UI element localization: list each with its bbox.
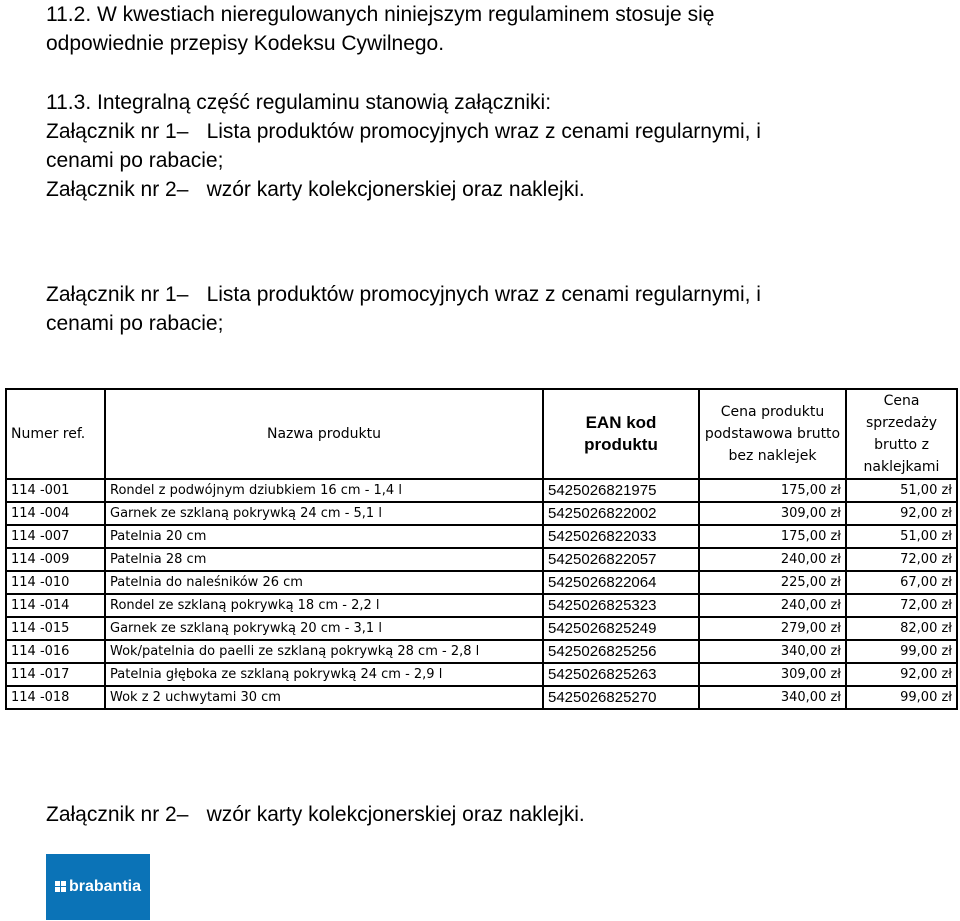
cell-ean: 5425026822057	[543, 548, 699, 571]
annex-1-text: Lista produktów promocyjnych wraz z cenami regularnymi, i	[206, 283, 761, 306]
table-row	[6, 686, 957, 709]
cell-ref: 114 -001	[6, 479, 105, 502]
cell-name: Wok/patelnia do paelli ze szklaną pokrywką 28 cm - 2,8 l	[105, 640, 543, 663]
cell-sale-price: 82,00 zł	[846, 617, 957, 640]
cell-name: Rondel ze szklaną pokrywką 18 cm - 2,2 l	[105, 594, 543, 617]
table-row	[6, 594, 957, 617]
section-11-2	[46, 0, 714, 58]
attachment-2-text: wzór karty kolekcjonerskiej oraz naklejki.	[206, 178, 585, 201]
attachment-1-label: Załącznik nr 1	[46, 120, 177, 143]
annex-1-cont: cenami po rabacie;	[46, 312, 224, 335]
header-sale-price: Cena sprzedaży brutto z naklejkami	[846, 389, 957, 479]
brabantia-logo	[46, 854, 150, 920]
attachment-1-cont: cenami po rabacie;	[46, 149, 224, 172]
table-row	[6, 525, 957, 548]
section-11-2-line2: odpowiednie przepisy Kodeksu Cywilnego.	[46, 32, 445, 55]
cell-ref: 114 -018	[6, 686, 105, 709]
cell-sale-price: 67,00 zł	[846, 571, 957, 594]
attachment-2-label: Załącznik nr 2	[46, 178, 177, 201]
cell-name: Garnek ze szklaną pokrywką 20 cm - 3,1 l	[105, 617, 543, 640]
cell-ref: 114 -010	[6, 571, 105, 594]
cell-name: Garnek ze szklaną pokrywką 24 cm - 5,1 l	[105, 502, 543, 525]
cell-base-price: 175,00 zł	[699, 525, 846, 548]
cell-name: Patelnia 28 cm	[105, 548, 543, 571]
header-name: Nazwa produktu	[105, 389, 543, 479]
cell-name: Patelnia do naleśników 26 cm	[105, 571, 543, 594]
annex-2-heading: Załącznik nr 2– wzór karty kolekcjonerskiej oraz naklejki.	[46, 803, 585, 826]
cell-sale-price: 72,00 zł	[846, 548, 957, 571]
cell-base-price: 175,00 zł	[699, 479, 846, 502]
annex-1-heading: Załącznik nr 1– Lista produktów promocyjnych wraz z cenami regularnymi, i cenami po rabacie;	[46, 283, 761, 335]
cell-ref: 114 -015	[6, 617, 105, 640]
cell-sale-price: 99,00 zł	[846, 686, 957, 709]
table-row	[6, 617, 957, 640]
cell-ean: 5425026825270	[543, 686, 699, 709]
cell-ean: 5425026822002	[543, 502, 699, 525]
cell-ref: 114 -009	[6, 548, 105, 571]
table-row	[6, 502, 957, 525]
annex-2-label: Załącznik nr 2	[46, 803, 177, 826]
section-11-3-line1: 11.3. Integralną część regulaminu stanowią załączniki:	[46, 91, 552, 114]
cell-ean: 5425026825249	[543, 617, 699, 640]
annex-2-text: wzór karty kolekcjonerskiej oraz naklejki.	[206, 803, 585, 826]
attachment-1-text: Lista produktów promocyjnych wraz z cenami regularnymi, i	[206, 120, 761, 143]
cell-ref: 114 -007	[6, 525, 105, 548]
cell-sale-price: 92,00 zł	[846, 502, 957, 525]
cell-name: Wok z 2 uchwytami 30 cm	[105, 686, 543, 709]
header-base-price: Cena produktu podstawowa brutto bez naklejek	[699, 389, 846, 479]
cell-name: Rondel z podwójnym dziubkiem 16 cm - 1,4 l	[105, 479, 543, 502]
cell-ref: 114 -017	[6, 663, 105, 686]
cell-ean: 5425026821975	[543, 479, 699, 502]
cell-base-price: 225,00 zł	[699, 571, 846, 594]
logo-text: brabantia	[68, 878, 141, 895]
cell-name: Patelnia 20 cm	[105, 525, 543, 548]
cell-sale-price: 99,00 zł	[846, 640, 957, 663]
cell-sale-price: 72,00 zł	[846, 594, 957, 617]
cell-sale-price: 51,00 zł	[846, 479, 957, 502]
cell-base-price: 309,00 zł	[699, 663, 846, 686]
cell-ean: 5425026825256	[543, 640, 699, 663]
products-table	[5, 388, 958, 710]
cell-ean: 5425026822064	[543, 571, 699, 594]
brabantia-mark-icon	[55, 881, 67, 893]
cell-base-price: 279,00 zł	[699, 617, 846, 640]
section-11-2-line1: 11.2. W kwestiach nieregulowanych niniejszym regulaminem stosuje się	[46, 3, 715, 26]
cell-ref: 114 -004	[6, 502, 105, 525]
header-ref: Numer ref.	[6, 389, 105, 479]
cell-ref: 114 -014	[6, 594, 105, 617]
cell-base-price: 340,00 zł	[699, 640, 846, 663]
table-row	[6, 548, 957, 571]
cell-base-price: 240,00 zł	[699, 594, 846, 617]
annex-1-label: Załącznik nr 1	[46, 283, 177, 306]
cell-sale-price: 92,00 zł	[846, 663, 957, 686]
cell-sale-price: 51,00 zł	[846, 525, 957, 548]
table-row	[6, 479, 957, 502]
cell-ean: 5425026822033	[543, 525, 699, 548]
table-row	[6, 571, 957, 594]
section-11-3: 11.3. Integralną część regulaminu stanowią załączniki: Załącznik nr 1– Lista produktów promocyjnych wraz z cenami regularnymi, i cenami po rabacie; Załącznik nr 2– wzór karty kolekcjonerskiej oraz naklejki.	[46, 91, 761, 201]
table-header-row	[6, 389, 957, 479]
table-row	[6, 640, 957, 663]
table-row	[6, 663, 957, 686]
cell-name: Patelnia głęboka ze szklaną pokrywką 24 cm - 2,9 l	[105, 663, 543, 686]
header-ean: EAN kod produktu	[543, 389, 699, 479]
cell-base-price: 340,00 zł	[699, 686, 846, 709]
cell-base-price: 240,00 zł	[699, 548, 846, 571]
cell-ref: 114 -016	[6, 640, 105, 663]
cell-base-price: 309,00 zł	[699, 502, 846, 525]
cell-ean: 5425026825263	[543, 663, 699, 686]
cell-ean: 5425026825323	[543, 594, 699, 617]
